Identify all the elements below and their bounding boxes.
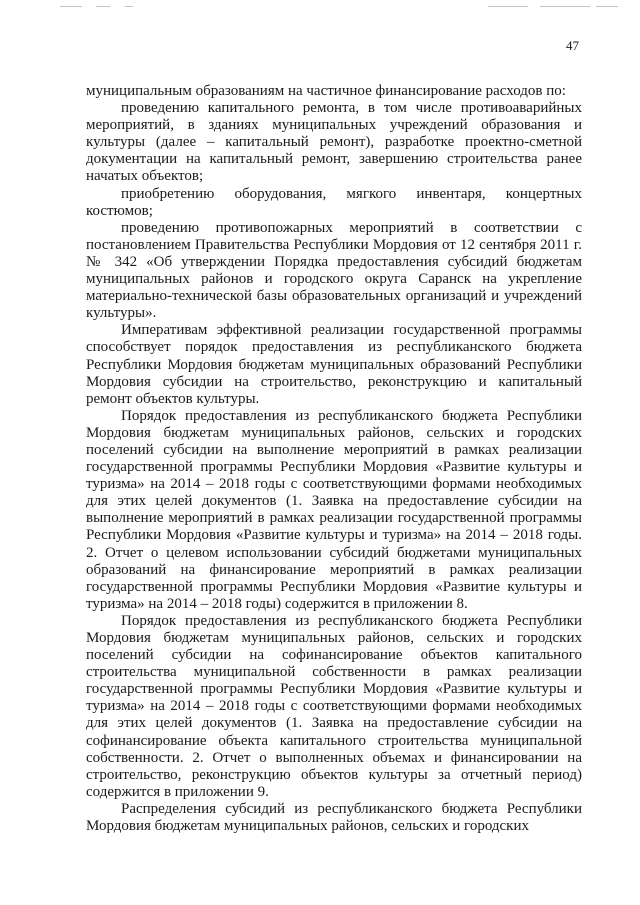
paragraph: Императивам эффективной реализации государственной программы способствует порядок предоставления из республиканского бюджета Республики Мордовия бюджетам муниципальных образований Республики Мордовия субсидии на строительство, реконструкцию и капитальный ремонт объектов культуры. — [86, 322, 582, 407]
paragraph: Порядок предоставления из республиканского бюджета Республики Мордовия бюджетам муниципальных районов, сельских и городских поселений субсидии на софинансирование объектов капитального строительства муниципальной собственности в рамках реализации государственной программы Республики Мордовия «Развитие культуры и туризма» на 2014 – 2018 годы с соответствующими формами необходимых для этих целей документов (1. Заявка на предоставление субсидии на софинансирование объекта капитального строительства муниципальной собственности. 2. Отчет о выполненных объемах и финансировании на строительство, реконструкцию объектов культуры за отчетный период) содержится в приложении 9. — [86, 612, 582, 800]
scan-artifact-header — [0, 6, 640, 12]
paragraph: проведению противопожарных мероприятий в соответствии с постановлением Правительства Республики Мордовия от 12 сентября 2011 г. № 342 «Об утверждении Порядка предоставления субсидий бюджетам муниципальных районов и городского округа Саранск на укрепление материально-технической базы образовательных организаций и учреждений культуры». — [86, 219, 582, 322]
paragraph: приобретению оборудования, мягкого инвентаря, концертных костюмов; — [86, 185, 582, 219]
page-number: 47 — [566, 38, 579, 53]
paragraph: муниципальным образованиям на частичное финансирование расходов по: — [86, 83, 566, 99]
paragraph: Распределения субсидий из республиканского бюджета Республики Мордовия бюджетам муниципальных районов, сельских и городских — [86, 800, 582, 835]
paragraph: Порядок предоставления из республиканского бюджета Республики Мордовия бюджетам муниципальных районов, сельских и городских поселений субсидии на выполнение мероприятий в рамках реализации государственной программы Республики Мордовия «Развитие культуры и туризма» на 2014 – 2018 годы с соответствующими формами необходимых для этих целей документов (1. Заявка на предоставление субсидии на выполнение мероприятий в рамках реализации государственной программы Республики Мордовия «Развитие культуры и туризма» на 2014 – 2018 годы. 2. Отчет о целевом использовании субсидий бюджетами муниципальных образований на финансирование мероприятий в рамках реализации государственной программы Республики Мордовия «Развитие культуры и туризма» на 2014 – 2018 годы) содержится в приложении 8. — [86, 407, 582, 612]
paragraph: проведению капитального ремонта, в том числе противоаварийных мероприятий, в зданиях муниципальных учреждений образования и культуры (далее – капитальный ремонт), разработке проектно-сметной документации на капитальный ремонт, завершению строительства ранее начатых объектов; — [86, 100, 582, 185]
document-body — [86, 83, 582, 835]
